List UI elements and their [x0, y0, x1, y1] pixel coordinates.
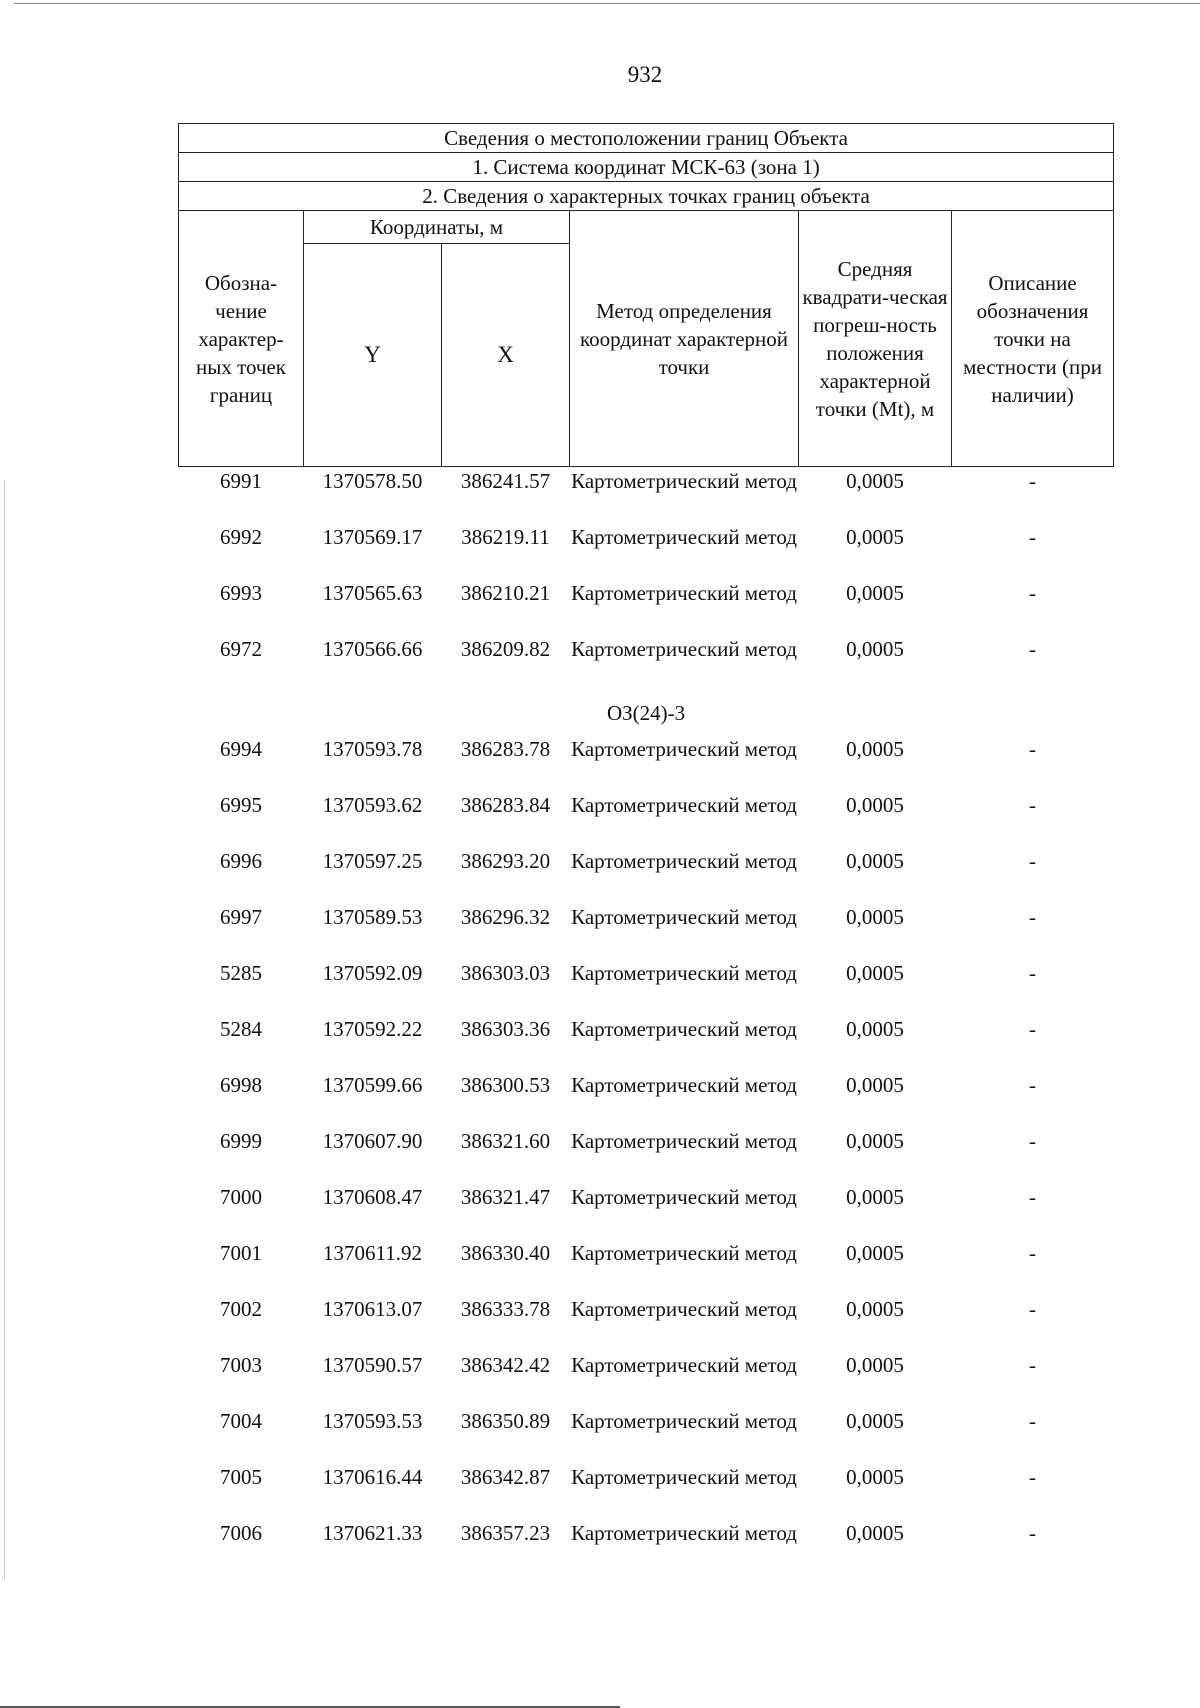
accuracy-cell: 0,0005 — [846, 525, 904, 549]
table-row — [179, 1127, 1114, 1183]
coord-y-cell: 1370599.66 — [322, 1073, 423, 1097]
coord-y-cell: 1370578.50 — [322, 469, 423, 493]
coord-y-cell: 1370565.63 — [322, 581, 423, 605]
method-cell: Картометрический метод — [571, 849, 797, 873]
description-cell: - — [1029, 1241, 1037, 1265]
coord-x-cell: 386342.42 — [460, 1353, 551, 1377]
point-id-cell: 6972 — [220, 637, 262, 661]
method-cell: Картометрический метод — [571, 1241, 797, 1265]
page-number: 932 — [627, 62, 663, 87]
description-cell: - — [1029, 905, 1037, 929]
table-row — [179, 791, 1114, 847]
coord-y-cell: 1370611.92 — [323, 1241, 422, 1265]
coord-x-cell: 386350.89 — [460, 1409, 551, 1433]
description-cell: - — [1029, 1353, 1037, 1377]
coord-y-cell: 1370621.33 — [322, 1521, 423, 1545]
method-cell: Картометрический метод — [571, 469, 797, 493]
header-description: Описание обозначения точки на местности (при наличии) — [952, 211, 1114, 467]
point-id-cell: 7000 — [220, 1185, 262, 1209]
coord-y-cell: 1370592.09 — [322, 961, 423, 985]
coord-y-cell: 1370593.53 — [322, 1409, 423, 1433]
method-cell: Картометрический метод — [571, 581, 797, 605]
table-row — [179, 1183, 1114, 1239]
accuracy-cell: 0,0005 — [846, 905, 904, 929]
table-title: Сведения о местоположении границ Объекта — [179, 124, 1114, 153]
description-cell: - — [1029, 849, 1037, 873]
description-cell: - — [1029, 793, 1037, 817]
point-id-cell: 6991 — [220, 469, 262, 493]
point-id-cell: 6998 — [220, 1073, 262, 1097]
coord-x-cell: 386293.20 — [460, 849, 551, 873]
method-cell: Картометрический метод — [571, 737, 797, 761]
coord-y-cell: 1370616.44 — [322, 1465, 423, 1489]
point-id-cell: 6992 — [220, 525, 262, 549]
table-row — [179, 1239, 1114, 1295]
section-label: ОЗ(24)-3 — [606, 701, 686, 725]
point-id-cell: 6999 — [220, 1129, 262, 1153]
point-id-cell: 6994 — [220, 737, 262, 761]
description-cell: - — [1029, 737, 1037, 761]
accuracy-cell: 0,0005 — [846, 1129, 904, 1153]
point-id-cell: 7005 — [220, 1465, 262, 1489]
table-row — [179, 467, 1114, 524]
table-row — [179, 847, 1114, 903]
accuracy-cell: 0,0005 — [846, 1017, 904, 1041]
header-method: Метод определения координат характерной точки — [570, 211, 799, 467]
coord-x-cell: 386209.82 — [460, 637, 551, 661]
coord-y-cell: 1370613.07 — [322, 1297, 423, 1321]
accuracy-cell: 0,0005 — [846, 737, 904, 761]
coord-y-cell: 1370597.25 — [322, 849, 423, 873]
coord-y-cell: 1370593.78 — [322, 737, 423, 761]
accuracy-cell: 0,0005 — [846, 637, 904, 661]
point-id-cell: 6996 — [220, 849, 262, 873]
table-row — [179, 523, 1114, 579]
accuracy-cell: 0,0005 — [846, 849, 904, 873]
method-cell: Картометрический метод — [571, 961, 797, 985]
method-cell: Картометрический метод — [571, 1185, 797, 1209]
accuracy-cell: 0,0005 — [846, 1353, 904, 1377]
accuracy-cell: 0,0005 — [846, 469, 904, 493]
table-row — [179, 1351, 1114, 1407]
description-cell: - — [1029, 525, 1037, 549]
boundary-points-table — [178, 123, 1114, 1575]
description-cell: - — [1029, 469, 1037, 493]
point-id-cell: 6993 — [220, 581, 262, 605]
coord-x-cell: 386321.60 — [460, 1129, 551, 1153]
coord-x-cell: 386321.47 — [460, 1185, 551, 1209]
section-group — [179, 691, 1114, 735]
point-id-cell: 6997 — [220, 905, 262, 929]
method-cell: Картометрический метод — [571, 905, 797, 929]
accuracy-cell: 0,0005 — [846, 961, 904, 985]
method-cell: Картометрический метод — [571, 1017, 797, 1041]
characteristic-points-title: 2. Сведения о характерных точках границ объекта — [179, 182, 1114, 211]
point-id-cell: 7001 — [220, 1241, 262, 1265]
coord-x-cell: 386283.84 — [460, 793, 551, 817]
coord-x-cell: 386303.36 — [460, 1017, 551, 1041]
method-cell: Картометрический метод — [571, 1465, 797, 1489]
coord-y-cell: 1370569.17 — [322, 525, 423, 549]
method-cell: Картометрический метод — [571, 1297, 797, 1321]
table-row — [179, 1463, 1114, 1519]
table-row — [179, 1407, 1114, 1463]
header-y: Y — [304, 244, 442, 467]
point-id-cell: 7002 — [220, 1297, 262, 1321]
left-scan-edge — [4, 480, 5, 1580]
description-cell: - — [1029, 581, 1037, 605]
coord-y-cell: 1370607.90 — [322, 1129, 423, 1153]
coord-x-cell: 386241.57 — [460, 469, 551, 493]
coord-x-cell: 386303.03 — [460, 961, 551, 985]
accuracy-cell: 0,0005 — [846, 1465, 904, 1489]
point-id-cell: 5285 — [220, 961, 262, 985]
accuracy-cell: 0,0005 — [846, 581, 904, 605]
header-x: X — [442, 244, 570, 467]
method-cell: Картометрический метод — [571, 1409, 797, 1433]
point-id-cell: 5284 — [220, 1017, 262, 1041]
description-cell: - — [1029, 1185, 1037, 1209]
coord-y-cell: 1370593.62 — [322, 793, 423, 817]
description-cell: - — [1029, 1297, 1037, 1321]
accuracy-cell: 0,0005 — [846, 1241, 904, 1265]
accuracy-cell: 0,0005 — [846, 1073, 904, 1097]
method-cell: Картометрический метод — [571, 1129, 797, 1153]
method-cell: Картометрический метод — [571, 637, 797, 661]
description-cell: - — [1029, 1409, 1037, 1433]
top-scan-edge — [14, 3, 1200, 4]
method-cell: Картометрический метод — [571, 525, 797, 549]
header-accuracy: Средняя квадрати-ческая погреш-ность положения характерной точки (Mt), м — [799, 211, 952, 467]
description-cell: - — [1029, 1465, 1037, 1489]
description-cell: - — [1029, 1521, 1037, 1545]
coord-y-cell: 1370566.66 — [322, 637, 423, 661]
accuracy-cell: 0,0005 — [846, 793, 904, 817]
point-id-cell: 7006 — [220, 1521, 262, 1545]
table-row — [179, 959, 1114, 1015]
coord-x-cell: 386219.11 — [461, 525, 550, 549]
table-row — [179, 1015, 1114, 1071]
coord-y-cell: 1370589.53 — [322, 905, 423, 929]
point-id-cell: 7004 — [220, 1409, 262, 1433]
point-id-cell: 7003 — [220, 1353, 262, 1377]
accuracy-cell: 0,0005 — [846, 1297, 904, 1321]
method-cell: Картометрический метод — [571, 793, 797, 817]
table-row — [179, 903, 1114, 959]
coord-y-cell: 1370592.22 — [322, 1017, 423, 1041]
coord-x-cell: 386333.78 — [460, 1297, 551, 1321]
accuracy-cell: 0,0005 — [846, 1521, 904, 1545]
table-row — [179, 1295, 1114, 1351]
accuracy-cell: 0,0005 — [846, 1185, 904, 1209]
coordinate-system-title: 1. Система координат МСК-63 (зона 1) — [179, 153, 1114, 182]
table-row — [179, 1071, 1114, 1127]
method-cell: Картометрический метод — [571, 1521, 797, 1545]
coord-x-cell: 386283.78 — [460, 737, 551, 761]
coord-x-cell: 386330.40 — [460, 1241, 551, 1265]
point-rows-group-a — [179, 467, 1114, 692]
method-cell: Картометрический метод — [571, 1073, 797, 1097]
coord-x-cell: 386296.32 — [460, 905, 551, 929]
description-cell: - — [1029, 637, 1037, 661]
method-cell: Картометрический метод — [571, 1353, 797, 1377]
header-point-designation: Обозна-чение характер-ных точек границ — [179, 211, 304, 467]
header-coordinates: Координаты, м — [304, 211, 570, 244]
table-row — [179, 735, 1114, 791]
table-row — [179, 579, 1114, 635]
description-cell: - — [1029, 961, 1037, 985]
point-rows-group-b — [179, 735, 1114, 1575]
point-id-cell: 6995 — [220, 793, 262, 817]
coord-y-cell: 1370590.57 — [322, 1353, 423, 1377]
table-row — [179, 1519, 1114, 1575]
coord-x-cell: 386210.21 — [460, 581, 551, 605]
description-cell: - — [1029, 1129, 1037, 1153]
coord-x-cell: 386342.87 — [460, 1465, 551, 1489]
table-row — [179, 635, 1114, 691]
description-cell: - — [1029, 1017, 1037, 1041]
description-cell: - — [1029, 1073, 1037, 1097]
coord-x-cell: 386300.53 — [460, 1073, 551, 1097]
coord-y-cell: 1370608.47 — [322, 1185, 423, 1209]
coord-x-cell: 386357.23 — [460, 1521, 551, 1545]
accuracy-cell: 0,0005 — [846, 1409, 904, 1433]
